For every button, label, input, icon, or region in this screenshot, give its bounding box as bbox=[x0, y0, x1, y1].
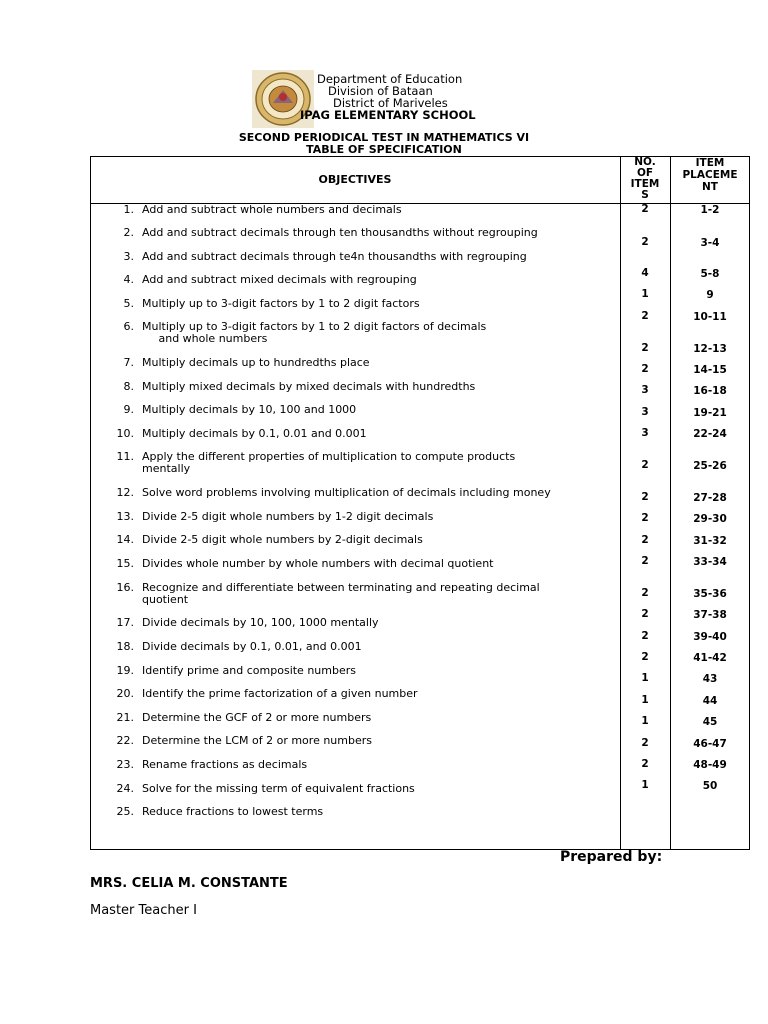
objective-line: Add and subtract decimals through te4n thousandths with regrouping bbox=[142, 250, 527, 263]
no-of-items-cell: 4 bbox=[641, 267, 649, 279]
item-placement-cell: 46-47 bbox=[693, 738, 727, 750]
item-placement-cell: 1-2 bbox=[700, 204, 720, 216]
item-placement-cell: 31-32 bbox=[693, 535, 727, 547]
objective-number: 10. bbox=[116, 427, 134, 440]
item-placement-cell: 19-21 bbox=[693, 407, 727, 419]
no-of-items-cell: 2 bbox=[641, 236, 649, 248]
objective-number: 23. bbox=[116, 758, 134, 771]
objective-text bbox=[142, 511, 612, 523]
no-of-items-cell: 2 bbox=[641, 608, 649, 620]
test-title: SECOND PERIODICAL TEST IN MATHEMATICS VI bbox=[238, 131, 530, 144]
no-of-items-cell: 3 bbox=[641, 427, 649, 439]
item-placement-cell: 41-42 bbox=[693, 652, 727, 664]
no-of-items-cell: 2 bbox=[641, 587, 649, 599]
objective-text bbox=[142, 534, 612, 546]
objective-text bbox=[142, 381, 612, 393]
objective-line: quotient bbox=[142, 593, 189, 606]
objective-text bbox=[142, 806, 612, 818]
objective-line: Multiply mixed decimals by mixed decimals with hundredths bbox=[142, 380, 476, 393]
no-of-items-cell: 2 bbox=[641, 363, 649, 375]
item-placement-header: ITEM PLACEME NT bbox=[682, 157, 738, 193]
objective-number: 7. bbox=[123, 356, 134, 369]
objective-line: Identify prime and composite numbers bbox=[142, 664, 356, 677]
objective-line: Add and subtract mixed decimals with regrouping bbox=[142, 273, 417, 286]
item-placement-cell: 37-38 bbox=[693, 609, 727, 621]
item-placement-cell: 39-40 bbox=[693, 631, 727, 643]
objective-line: Determine the GCF of 2 or more numbers bbox=[142, 711, 372, 724]
objective-text bbox=[142, 688, 612, 700]
division-label: Division of Bataan bbox=[328, 84, 433, 98]
no-of-items-cell: 1 bbox=[641, 672, 649, 684]
objective-number: 22. bbox=[116, 734, 134, 747]
objective-line: Add and subtract decimals through ten thousandths without regrouping bbox=[142, 226, 538, 239]
objective-text bbox=[142, 321, 612, 345]
objective-text bbox=[142, 783, 612, 795]
objective-text bbox=[142, 357, 612, 369]
objective-number: 1. bbox=[123, 203, 134, 216]
objective-number: 15. bbox=[116, 557, 134, 570]
objective-number: 12. bbox=[116, 486, 134, 499]
objective-text bbox=[142, 251, 612, 263]
objective-line: Divides whole number by whole numbers with decimal quotient bbox=[142, 557, 494, 570]
no-of-items-cell: 1 bbox=[641, 288, 649, 300]
objective-line: Solve word problems involving multiplication of decimals including money bbox=[142, 486, 551, 499]
no-of-items-cell: 3 bbox=[641, 384, 649, 396]
objective-number: 20. bbox=[116, 687, 134, 700]
objective-text bbox=[142, 735, 612, 747]
no-of-items-cell: 2 bbox=[641, 203, 649, 215]
objective-number: 25. bbox=[116, 805, 134, 818]
no-of-items-cell: 2 bbox=[641, 737, 649, 749]
objective-number: 13. bbox=[116, 510, 134, 523]
objective-number: 9. bbox=[123, 403, 134, 416]
item-placement-cell: 12-13 bbox=[693, 343, 727, 355]
objective-text bbox=[142, 428, 612, 440]
objectives-header: OBJECTIVES bbox=[318, 173, 392, 186]
objective-number: 24. bbox=[116, 782, 134, 795]
objective-text bbox=[142, 617, 612, 629]
objective-number: 6. bbox=[123, 320, 134, 333]
objective-line: Add and subtract whole numbers and decimals bbox=[142, 203, 402, 216]
objective-line: Solve for the missing term of equivalent fractions bbox=[142, 782, 415, 795]
no-of-items-cell: 2 bbox=[641, 310, 649, 322]
no-of-items-cell: 2 bbox=[641, 651, 649, 663]
objective-line: Multiply decimals up to hundredths place bbox=[142, 356, 370, 369]
no-of-items-cell: 2 bbox=[641, 491, 649, 503]
no-of-items-cell: 1 bbox=[641, 779, 649, 791]
objective-text bbox=[142, 274, 612, 286]
objective-line: and whole numbers bbox=[148, 332, 268, 345]
item-placement-cell: 33-34 bbox=[693, 556, 727, 568]
prepared-by-label: Prepared by: bbox=[560, 849, 663, 865]
item-placement-cell: 29-30 bbox=[693, 513, 727, 525]
objective-text bbox=[142, 641, 612, 653]
objective-line: Multiply decimals by 0.1, 0.01 and 0.001 bbox=[142, 427, 367, 440]
no-of-items-cell: 1 bbox=[641, 694, 649, 706]
item-placement-cell: 16-18 bbox=[693, 385, 727, 397]
no-of-items-cell: 2 bbox=[641, 555, 649, 567]
item-placement-cell: 22-24 bbox=[693, 428, 727, 440]
no-of-items-cell: 2 bbox=[641, 630, 649, 642]
objective-number: 18. bbox=[116, 640, 134, 653]
objective-text bbox=[142, 298, 612, 310]
item-placement-cell: 48-49 bbox=[693, 759, 727, 771]
objective-line: Determine the LCM of 2 or more numbers bbox=[142, 734, 372, 747]
no-of-items-cell: 2 bbox=[641, 512, 649, 524]
objective-number: 11. bbox=[116, 450, 134, 463]
objective-line: Multiply up to 3-digit factors by 1 to 2 digit factors bbox=[142, 297, 420, 310]
no-of-items-cell: 2 bbox=[641, 342, 649, 354]
no-of-items-cell: 2 bbox=[641, 758, 649, 770]
objective-text bbox=[142, 404, 612, 416]
preparer-position: Master Teacher I bbox=[90, 903, 197, 918]
objective-text bbox=[142, 487, 612, 499]
objective-line: Apply the different properties of multiplication to compute products bbox=[142, 450, 516, 463]
item-placement-cell: 50 bbox=[702, 780, 718, 792]
objective-line: Divide 2-5 digit whole numbers by 1-2 digit decimals bbox=[142, 510, 434, 523]
item-placement-cell: 44 bbox=[702, 695, 718, 707]
objective-text bbox=[142, 558, 612, 570]
objective-line: Multiply up to 3-digit factors by 1 to 2 digit factors of decimals bbox=[142, 320, 487, 333]
objective-number: 2. bbox=[123, 226, 134, 239]
district-label: District of Mariveles bbox=[333, 96, 448, 110]
objective-line: Rename fractions as decimals bbox=[142, 758, 308, 771]
objective-line: Multiply decimals by 10, 100 and 1000 bbox=[142, 403, 357, 416]
objective-number: 17. bbox=[116, 616, 134, 629]
objective-text bbox=[142, 451, 612, 475]
objective-text bbox=[142, 759, 612, 771]
item-placement-cell: 5-8 bbox=[700, 268, 720, 280]
table-subtitle: TABLE OF SPECIFICATION bbox=[306, 143, 462, 156]
item-placement-cell: 9 bbox=[706, 289, 714, 301]
objective-text bbox=[142, 582, 612, 606]
objective-number: 14. bbox=[116, 533, 134, 546]
no-of-items-cell: 1 bbox=[641, 715, 649, 727]
item-placement-cell: 27-28 bbox=[693, 492, 727, 504]
item-placement-cell: 3-4 bbox=[700, 237, 720, 249]
school-name: IPAG ELEMENTARY SCHOOL bbox=[300, 108, 476, 122]
objective-text bbox=[142, 712, 612, 724]
objective-line: Divide decimals by 0.1, 0.01, and 0.001 bbox=[142, 640, 362, 653]
objective-line: Identify the prime factorization of a given number bbox=[142, 687, 418, 700]
objective-line: Reduce fractions to lowest terms bbox=[142, 805, 324, 818]
item-placement-cell: 14-15 bbox=[693, 364, 727, 376]
objective-line: Divide 2-5 digit whole numbers by 2-digit decimals bbox=[142, 533, 423, 546]
objective-number: 19. bbox=[116, 664, 134, 677]
no-of-items-header: NO. OF ITEM S bbox=[630, 156, 660, 201]
objective-number: 3. bbox=[123, 250, 134, 263]
item-placement-cell: 10-11 bbox=[693, 311, 727, 323]
no-of-items-cell: 3 bbox=[641, 406, 649, 418]
objective-text bbox=[142, 665, 612, 677]
objective-number: 21. bbox=[116, 711, 134, 724]
department-label: Department of Education bbox=[317, 72, 463, 86]
no-of-items-cell: 2 bbox=[641, 534, 649, 546]
objective-line: Divide decimals by 10, 100, 1000 mentally bbox=[142, 616, 379, 629]
item-placement-cell: 43 bbox=[702, 673, 718, 685]
objective-number: 8. bbox=[123, 380, 134, 393]
objective-text bbox=[142, 227, 612, 239]
item-placement-cell: 35-36 bbox=[693, 588, 727, 600]
preparer-name: MRS. CELIA M. CONSTANTE bbox=[90, 876, 288, 891]
objective-number: 16. bbox=[116, 581, 134, 594]
objective-number: 5. bbox=[123, 297, 134, 310]
objective-line: mentally bbox=[142, 462, 191, 475]
item-placement-cell: 25-26 bbox=[693, 460, 727, 472]
objective-line: Recognize and differentiate between terminating and repeating decimal bbox=[142, 581, 540, 594]
objective-number: 4. bbox=[123, 273, 134, 286]
item-placement-cell: 45 bbox=[702, 716, 718, 728]
no-of-items-cell: 2 bbox=[641, 459, 649, 471]
objective-text bbox=[142, 204, 612, 216]
